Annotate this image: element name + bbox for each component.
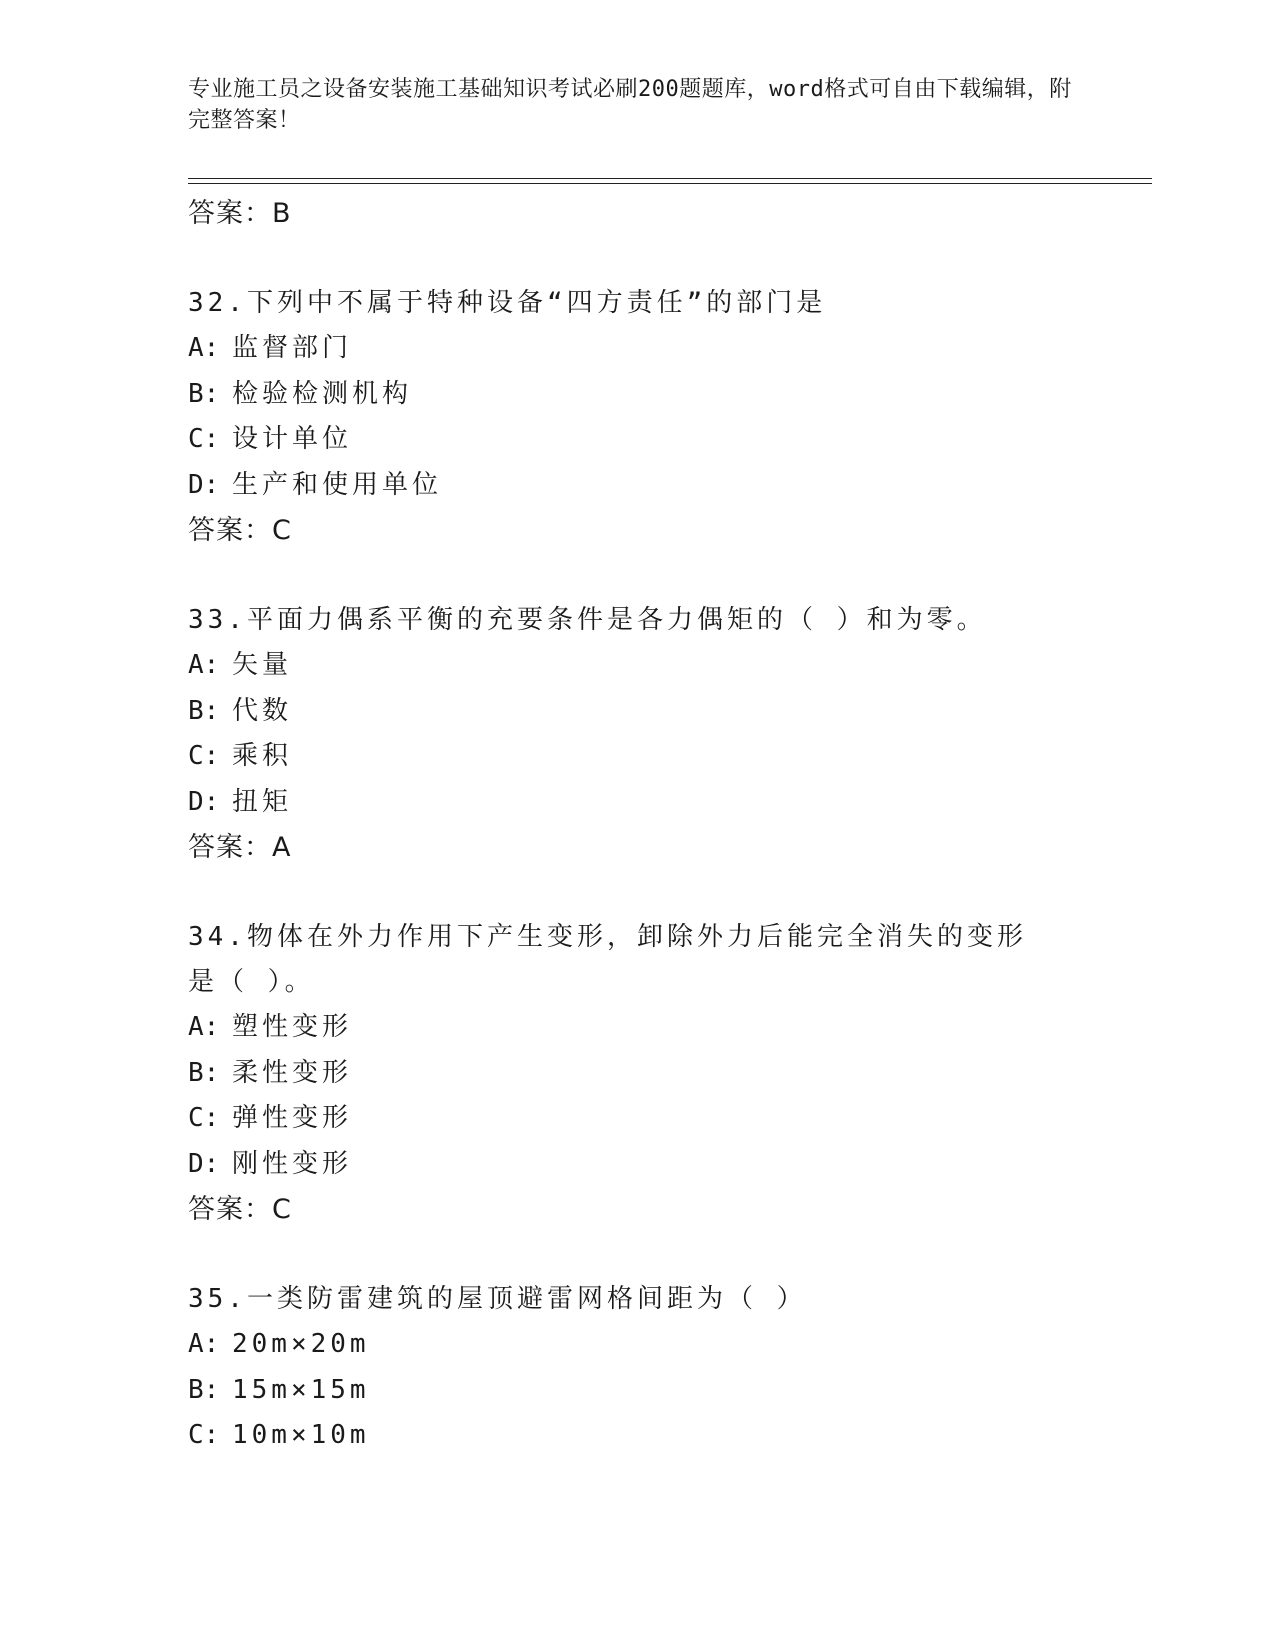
question-text: 34.物体在外力作用下产生变形，卸除外力后能完全消失的变形是（ ）。 [188,922,1027,997]
option-item [188,1142,1148,1188]
header-rule-top [188,178,1152,179]
option-item [188,1051,1148,1097]
option-key: B: [188,378,220,409]
option-key: B: [188,1057,220,1088]
option-item [188,417,1148,463]
option-item [188,734,1148,780]
answer-label: 答案： [188,1194,272,1225]
option-text: 监督部门 [232,333,353,363]
option-text: 设计单位 [232,424,353,454]
option-item [188,1368,1148,1414]
answer-line [188,508,1148,553]
option-key: C: [188,1103,220,1133]
question-item [188,1277,1148,1459]
option-key: C: [188,424,220,454]
option-text: 扭矩 [232,786,293,817]
answer-value: A [272,832,292,863]
option-key: A: [188,650,220,680]
option-item [188,643,1148,689]
option-text: 20m×20m [232,1329,370,1359]
option-key: B: [188,695,220,726]
answer-label: 答案： [188,198,272,229]
option-key: C: [188,1420,220,1450]
question-list [188,191,1148,1459]
question-text: 32.下列中不属于特种设备“四方责任”的部门是 [188,288,827,318]
option-text: 塑性变形 [232,1012,353,1042]
option-key: A: [188,1329,220,1359]
questions-container [188,281,1148,1459]
question-item [188,598,1148,870]
header-rule-bottom [188,183,1152,184]
document-header: 专业施工员之设备安装施工基础知识考试必刷200题题库，word格式可自由下载编辑，附完整答案！ [188,77,1072,133]
question-item [188,915,1148,1232]
option-item [188,326,1148,372]
option-key: D: [188,469,220,500]
option-item [188,463,1148,509]
option-text: 检验检测机构 [232,378,413,409]
option-text: 柔性变形 [232,1057,353,1088]
option-text: 乘积 [232,741,293,771]
option-text: 生产和使用单位 [232,469,443,500]
option-key: D: [188,1148,220,1179]
option-text: 弹性变形 [232,1103,353,1133]
answer-line [188,825,1148,870]
option-item [188,1322,1148,1368]
answer-line [188,1187,1148,1232]
option-key: C: [188,741,220,771]
option-key: D: [188,786,220,817]
question-text: 33.平面力偶系平衡的充要条件是各力偶矩的（ ）和为零。 [188,605,987,635]
option-text: 10m×10m [232,1420,370,1450]
answer-value: C [272,515,292,546]
option-item [188,1005,1148,1051]
option-item [188,1413,1148,1459]
option-text: 刚性变形 [232,1148,353,1179]
option-text: 代数 [232,695,293,726]
option-item [188,689,1148,735]
option-text: 矢量 [232,650,293,680]
option-item [188,1096,1148,1142]
option-text: 15m×15m [232,1374,370,1405]
question-text: 35.一类防雷建筑的屋顶避雷网格间距为（ ） [188,1284,807,1314]
option-key: A: [188,1012,220,1042]
question-item [188,281,1148,553]
option-item [188,372,1148,418]
option-key: A: [188,333,220,363]
answer-label: 答案： [188,515,272,546]
option-item [188,780,1148,826]
option-key: B: [188,1374,220,1405]
answer-label: 答案： [188,832,272,863]
answer-value: B [272,198,292,229]
answer-line [188,191,1148,236]
answer-value: C [272,1194,292,1225]
